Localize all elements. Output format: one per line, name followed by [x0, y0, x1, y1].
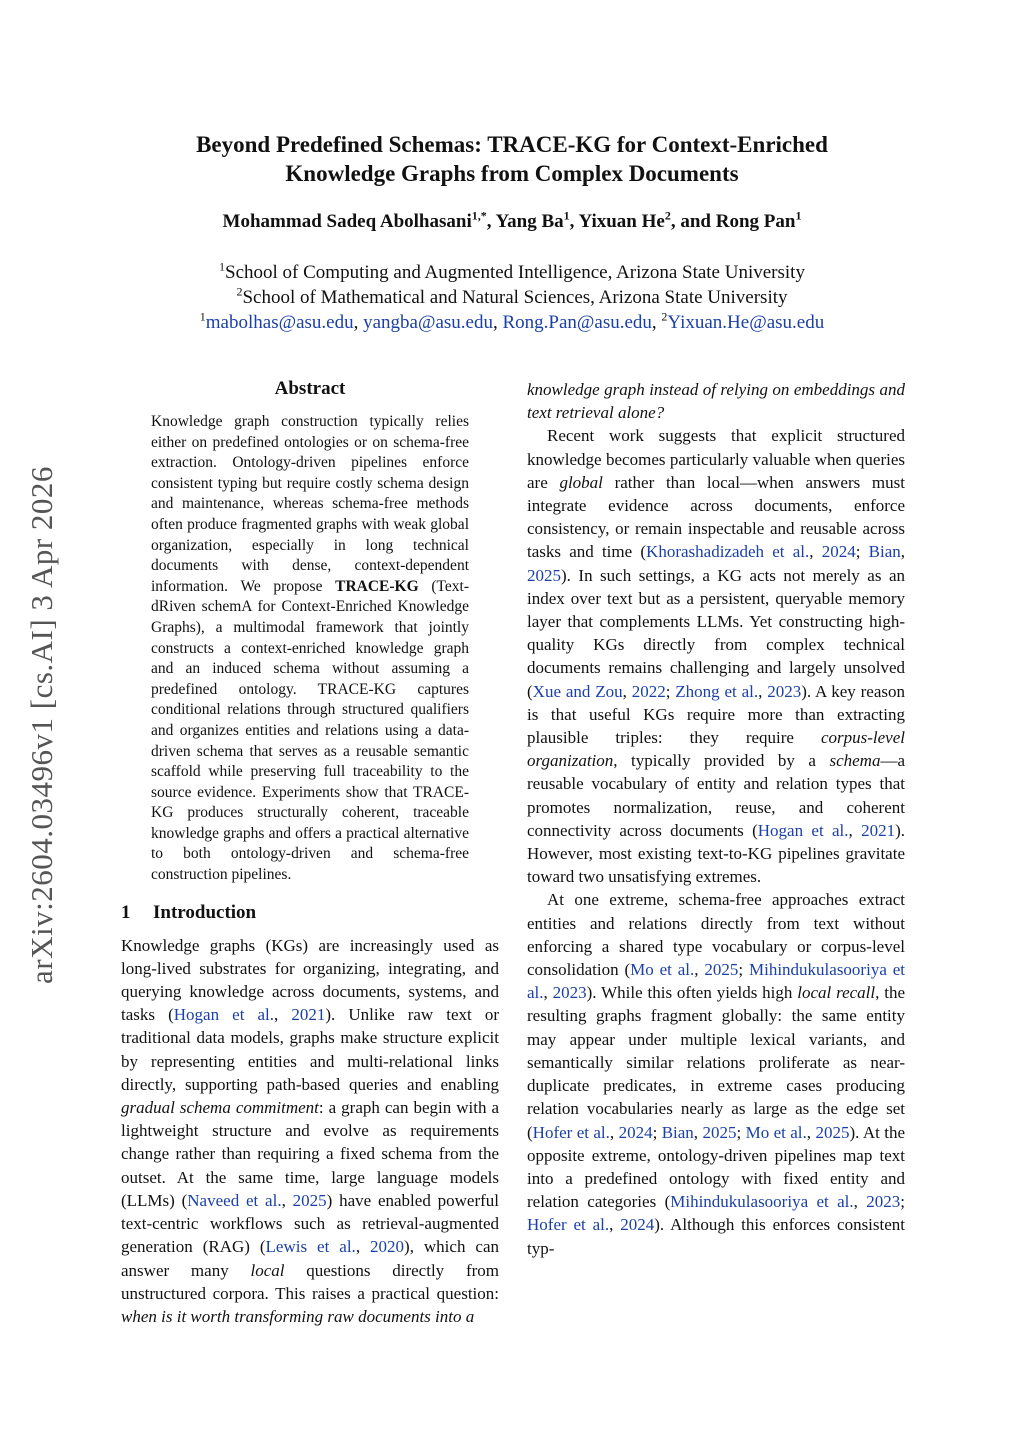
text-run: ,	[609, 1215, 621, 1235]
citation-year-link[interactable]: 2023	[866, 1192, 901, 1212]
emphasis: knowledge graph instead of relying on embeddings and text retrieval alone?	[527, 380, 905, 423]
citation-year-link[interactable]: 2024	[618, 1122, 653, 1142]
author-affil-mark: 1	[795, 208, 802, 223]
author-affil-mark: 1	[563, 208, 570, 223]
citation-year-link[interactable]: 2024	[620, 1215, 655, 1235]
citation-link[interactable]: Hofer et al.	[532, 1122, 610, 1142]
text-run: , the resulting graphs fragment globally: the same entity may appear under multiple lexical variants, and semantically similar relations proliferate as near-duplicate predicates, in extreme cases producing relation vocabularies nearly as large as the edge set (	[527, 983, 905, 1142]
text-run: ,	[694, 960, 705, 980]
text-run: ). In such settings, a KG acts not merely as an index over text but as a persistent, queryable memory layer that complements LLMs. Yet constructing high-quality KGs directly from complex technical documents remains challenging and largely unsolved (	[527, 565, 905, 701]
text-run: ). At the opposite extreme, ontology-driven pipelines map text into a predefined ontology with fixed entity and relation categories (	[527, 1122, 905, 1212]
citation-year-link[interactable]: 2025	[292, 1190, 327, 1210]
text-run: questions directly from unstructured corpora. This raises a practical question:	[121, 1260, 499, 1303]
text-run: ;	[652, 1122, 662, 1142]
citation-link[interactable]: Bian	[868, 542, 901, 562]
author-separator: ,	[569, 211, 579, 232]
citation-year-link[interactable]: 2025	[702, 1122, 737, 1142]
emphasis: gradual schema commitment	[121, 1098, 319, 1118]
intro-paragraph-1-continued	[527, 378, 905, 424]
citation-link[interactable]: Zhong et al.	[675, 681, 759, 701]
citation-link[interactable]: Xue and Zou	[532, 681, 623, 701]
emphasis: local recall	[797, 983, 876, 1003]
title-line-2: Knowledge Graphs from Complex Documents	[285, 161, 739, 186]
emphasis: schema	[829, 751, 881, 771]
title-line-1: Beyond Predefined Schemas: TRACE-KG for Context-Enriched	[196, 132, 828, 157]
abstract-part: (Text-dRiven schemA for Context-Enriched Knowledge Graphs), a multimodal framework that jointly constructs a context-enriched knowledge graph and an induced schema without assuming a predefined ontology. TRACE-KG captures conditional relations through structured qualifiers and organizes entities and relations using a data-driven schema that serves as a reusable semantic scaffold while preserving full traceability to the source evidence. Experiments show that TRACE-KG produces structurally coherent, traceable knowledge graphs and offers a practical alternative to both ontology-driven and schema-free construction pipelines.	[151, 577, 469, 884]
citation-link[interactable]: Mo et al.	[745, 1122, 807, 1142]
intro-paragraph-2	[527, 424, 905, 888]
text-run: ;	[736, 1122, 746, 1142]
citation-year-link[interactable]: 2021	[291, 1005, 326, 1025]
text-run: ). A key reason is that useful KGs require more than extracting plausible triples: they require	[527, 681, 905, 748]
email-link[interactable]: yangba@asu.edu	[363, 312, 493, 333]
text-run: ,	[622, 681, 632, 701]
text-run: ,	[806, 1122, 816, 1142]
emphasis: local	[250, 1260, 285, 1280]
text-run: : a graph can begin with a lightweight structure and evolve as requirements change rather than requiring a fixed schema from the outset. At the same time, large language models (LLMs) (	[121, 1098, 499, 1210]
section-heading-introduction	[121, 902, 499, 924]
arxiv-identifier: arXiv:2604.03496v1 [cs.AI] 3 Apr 2026	[24, 466, 59, 984]
text-run: ,	[853, 1192, 867, 1212]
email-link[interactable]: mabolhas@asu.edu	[205, 312, 354, 333]
citation-link[interactable]: Mihindukulasooriya et al.	[670, 1192, 854, 1212]
citation-link[interactable]: Bian	[661, 1122, 694, 1142]
arxiv-identifier-sidebar	[14, 430, 70, 1020]
abstract-text	[151, 412, 469, 886]
text-run: Knowledge graphs (KGs) are increasingly used as long-lived substrates for organizing, integrating, and querying knowledge across documents, systems, and tasks (	[121, 935, 499, 1025]
emphasis: corpus-level organization	[527, 728, 905, 771]
text-run: At one extreme, schema-free approaches extract entities and relations directly from text without enforcing a shared type vocabulary or corpus-level consolidation (	[527, 890, 905, 980]
right-column	[527, 378, 905, 1260]
citation-year-link[interactable]: 2025	[815, 1122, 850, 1142]
affil-mark: 2	[236, 284, 243, 299]
citation-year-link[interactable]: 2020	[370, 1237, 405, 1257]
emphasis: global	[559, 472, 603, 492]
intro-paragraph-3	[527, 888, 905, 1259]
text-run: ). However, most existing text-to-KG pipelines gravitate toward two unsatisfying extremes.	[527, 820, 906, 887]
text-run: ,	[355, 1237, 371, 1257]
citation-link[interactable]: Naveed et al.	[187, 1190, 282, 1210]
author-name: Yixuan He	[578, 211, 665, 232]
left-column	[121, 378, 499, 1328]
text-run: ) have enabled powerful text-centric workflows such as retrieval-augmented generation (RAG) (	[121, 1190, 499, 1257]
text-run: ;	[738, 960, 749, 980]
text-run: Recent work suggests that explicit structured knowledge becomes particularly valuable when queries are	[527, 426, 905, 492]
affiliation-text: School of Computing and Augmented Intelligence, Arizona State University	[225, 262, 805, 283]
affil-mark: 1	[199, 309, 206, 324]
text-run: ;	[900, 1192, 905, 1212]
citation-link[interactable]: Lewis et al.	[265, 1237, 356, 1257]
author-name: Rong Pan	[715, 211, 796, 232]
citation-link[interactable]: Mihindukulasooriya et al.	[527, 960, 905, 1003]
citation-year-link[interactable]: 2023	[552, 983, 587, 1003]
email-link[interactable]: Rong.Pan@asu.edu	[502, 312, 652, 333]
text-run: ,	[281, 1190, 293, 1210]
text-run: ;	[665, 681, 676, 701]
text-run: ,	[274, 1005, 292, 1025]
citation-year-link[interactable]: 2023	[767, 681, 802, 701]
author-name: Yang Ba	[495, 211, 564, 232]
text-run: ). Unlike raw text or traditional data models, graphs make structure explicit by representing entities and multi-relational links directly, supporting path-based queries and enabling	[121, 1005, 500, 1094]
text-run: ,	[848, 820, 862, 840]
abstract-part: Knowledge graph construction typically relies either on predefined ontologies or on schema-free extraction. Ontology-driven pipelines enforce consistent typing but require costly schema design and maintenance, whereas schema-free methods often produce fragmented graphs with weak global organization, especially in long technical documents with dense, context-dependent information. We propose	[151, 413, 469, 595]
framework-name: TRACE-KG	[335, 577, 419, 595]
text-run: ,	[809, 542, 822, 562]
citation-year-link[interactable]: 2022	[631, 681, 666, 701]
text-run: ). Although this enforces consistent typ-	[527, 1215, 906, 1258]
section-title: Introduction	[153, 901, 257, 923]
citation-link[interactable]: Hogan et al.	[757, 820, 849, 840]
affil-mark: 2	[661, 309, 668, 324]
affiliation-2	[100, 285, 924, 310]
citation-link[interactable]: Mo et al.	[630, 960, 695, 980]
emphasis: when is it worth transforming raw documents into a	[121, 1306, 475, 1326]
abstract-heading: Abstract	[274, 378, 346, 399]
citation-year-link[interactable]: 2025	[704, 960, 739, 980]
text-run: ). While this often yields high	[586, 983, 798, 1003]
citation-year-link[interactable]: 2024	[821, 542, 856, 562]
text-run: ,	[900, 542, 906, 562]
author-affil-mark: 1,*	[471, 208, 487, 223]
email-line: $^1$mabolhas@asu.edu, yangba@asu.edu, Rong.Pan@asu.edu, $^2$Yixuan.He@asu.edu	[199, 309, 825, 333]
email-link[interactable]: Yixuan.He@asu.edu	[667, 312, 825, 333]
author-list	[100, 208, 924, 233]
affil-mark: 1	[219, 259, 226, 274]
author-affil-mark: 2	[664, 208, 671, 223]
affiliation-1	[100, 260, 924, 285]
citation-year-link[interactable]: 2021	[861, 820, 896, 840]
text-run: ,	[758, 681, 768, 701]
citation-year-link[interactable]: 2025	[527, 565, 561, 585]
citation-link[interactable]: Hofer et al.	[527, 1215, 610, 1235]
text-run: ,	[693, 1122, 703, 1142]
citation-link[interactable]: Hogan et al.	[173, 1005, 275, 1025]
paper-title	[100, 130, 924, 188]
affiliations	[100, 260, 924, 335]
intro-paragraph-1	[121, 934, 499, 1328]
citation-link[interactable]: Khorashadizadeh et al.	[646, 542, 810, 562]
author-separator: , and	[670, 211, 716, 232]
affiliation-text: School of Mathematical and Natural Sciences, Arizona State University	[242, 287, 788, 308]
text-run: rather than local—when answers must integrate evidence across documents, enforce consistency, or remain inspectable and reusable across tasks and time (	[527, 472, 905, 562]
text-run: ;	[855, 542, 869, 562]
author-separator: ,	[486, 211, 496, 232]
text-run: ), which can answer many	[121, 1237, 499, 1280]
text-run: ,	[543, 983, 553, 1003]
text-run: —a reusable vocabulary of entity and relation types that promotes normalization, reuse, and coherent connectivity across documents (	[527, 751, 905, 840]
text-run: ,	[609, 1122, 619, 1142]
author-name: Mohammad Sadeq Abolhasani	[222, 211, 472, 232]
text-run: , typically provided by a	[613, 751, 830, 771]
section-number: 1	[121, 901, 131, 923]
